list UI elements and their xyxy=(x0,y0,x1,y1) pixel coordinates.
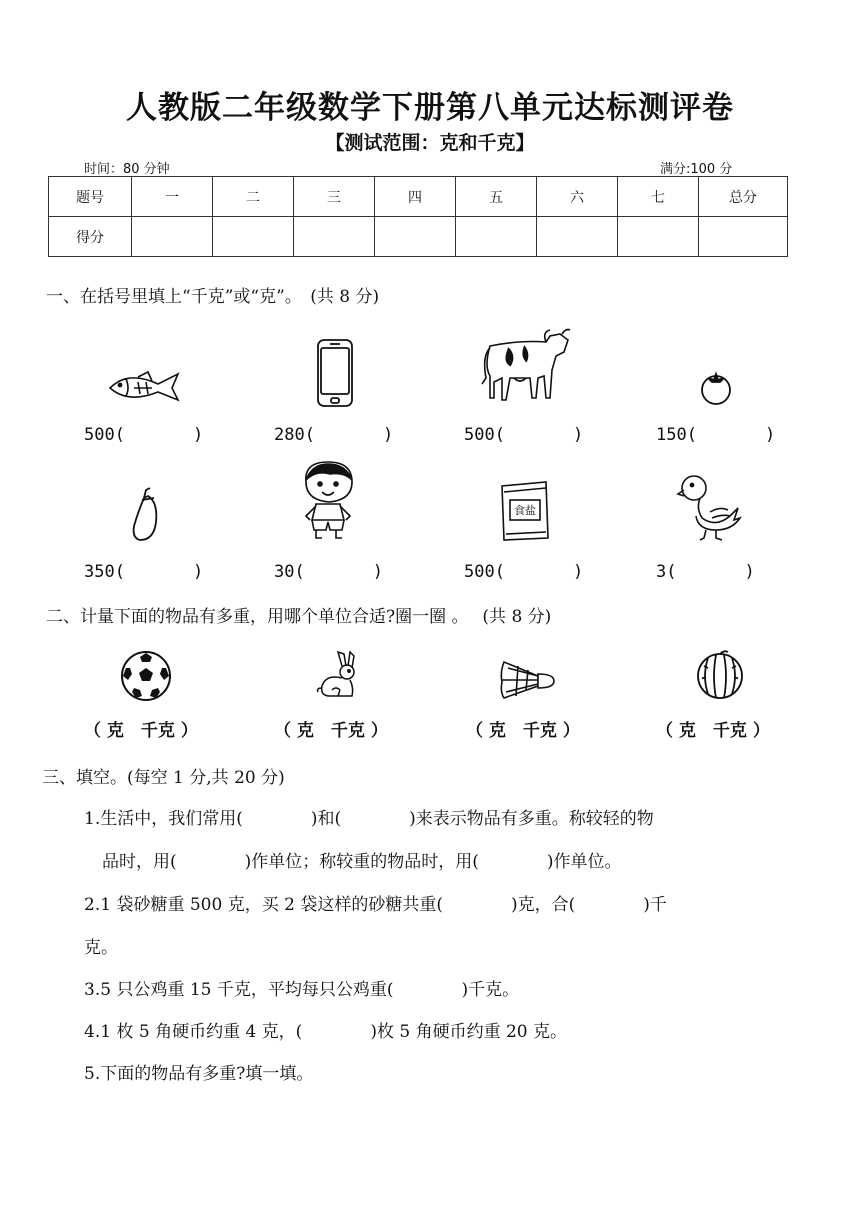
question-2-line2: 克。 xyxy=(84,938,118,958)
score-table xyxy=(48,176,788,257)
answer-blank[interactable]: 500( ) xyxy=(464,562,584,582)
section1-heading: 一、在括号里填上“千克”或“克”。 (共 8 分) xyxy=(46,287,380,307)
answer-blank[interactable]: 500( ) xyxy=(464,425,584,445)
boy-icon xyxy=(300,458,358,542)
cow-icon xyxy=(480,326,572,406)
unit-choice[interactable]: （ 克 千克 ） xyxy=(466,721,580,741)
table-cell: 总分 xyxy=(699,177,788,217)
table-row xyxy=(49,177,788,217)
shuttlecock-icon xyxy=(498,658,556,702)
answer-blank[interactable]: 150( ) xyxy=(656,425,776,445)
answer-blank[interactable]: 500( ) xyxy=(84,425,204,445)
eggplant-icon xyxy=(128,486,164,544)
answer-blank[interactable]: 280( ) xyxy=(274,425,394,445)
salt-bag-icon xyxy=(500,480,550,542)
table-cell: 题号 xyxy=(49,177,132,217)
table-cell: 五 xyxy=(456,177,537,217)
exam-time: 时间：80 分钟 xyxy=(84,162,170,177)
table-cell: 六 xyxy=(537,177,618,217)
score-cell[interactable] xyxy=(294,217,375,257)
score-cell[interactable] xyxy=(213,217,294,257)
answer-blank[interactable]: 3( ) xyxy=(656,562,755,582)
answer-blank[interactable]: 30( ) xyxy=(274,562,383,582)
table-row xyxy=(49,217,788,257)
table-cell: 一 xyxy=(132,177,213,217)
table-cell: 七 xyxy=(618,177,699,217)
phone-icon xyxy=(316,338,354,408)
table-cell: 得分 xyxy=(49,217,132,257)
unit-choice[interactable]: （ 克 千克 ） xyxy=(84,721,198,741)
watermelon-icon xyxy=(694,648,746,700)
score-cell[interactable] xyxy=(618,217,699,257)
score-cell[interactable] xyxy=(699,217,788,257)
duckling-icon xyxy=(676,472,742,542)
section3-heading: 三、填空。(每空 1 分,共 20 分) xyxy=(42,768,285,788)
page-title: 人教版二年级数学下册第八单元达标测评卷 xyxy=(126,90,734,126)
table-cell: 二 xyxy=(213,177,294,217)
table-cell: 三 xyxy=(294,177,375,217)
score-cell[interactable] xyxy=(456,217,537,257)
unit-choice[interactable]: （ 克 千克 ） xyxy=(274,721,388,741)
rabbit-icon xyxy=(316,650,360,700)
answer-blank[interactable]: 350( ) xyxy=(84,562,204,582)
soccer-ball-icon xyxy=(120,650,172,702)
question-4: 4.1 枚 5 角硬币约重 4 克，( )枚 5 角硬币约重 20 克。 xyxy=(84,1022,568,1042)
table-cell: 四 xyxy=(375,177,456,217)
question-2-line1: 2.1 袋砂糖重 500 克，买 2 袋这样的砂糖共重( )克，合( )千 xyxy=(84,895,667,915)
full-score: 满分:100 分 xyxy=(660,162,733,177)
page-subtitle: 【测试范围：克和千克】 xyxy=(325,132,535,154)
question-3: 3.5 只公鸡重 15 千克，平均每只公鸡重( )千克。 xyxy=(84,980,520,1000)
question-5: 5.下面的物品有多重?填一填。 xyxy=(84,1064,314,1084)
question-1-line2: 品时，用( )作单位；称较重的物品时，用( )作单位。 xyxy=(102,852,622,872)
score-cell[interactable] xyxy=(132,217,213,257)
score-cell[interactable] xyxy=(375,217,456,257)
unit-choice[interactable]: （ 克 千克 ） xyxy=(656,721,770,741)
score-cell[interactable] xyxy=(537,217,618,257)
tomato-icon xyxy=(698,370,734,406)
fish-icon xyxy=(108,368,182,406)
salt-bag-label: 食盐 xyxy=(514,504,536,517)
question-1-line1: 1.生活中，我们常用( )和( )来表示物品有多重。称较轻的物 xyxy=(84,809,654,829)
section2-heading: 二、计量下面的物品有多重，用哪个单位合适?圈一圈 。 (共 8 分) xyxy=(46,607,552,627)
